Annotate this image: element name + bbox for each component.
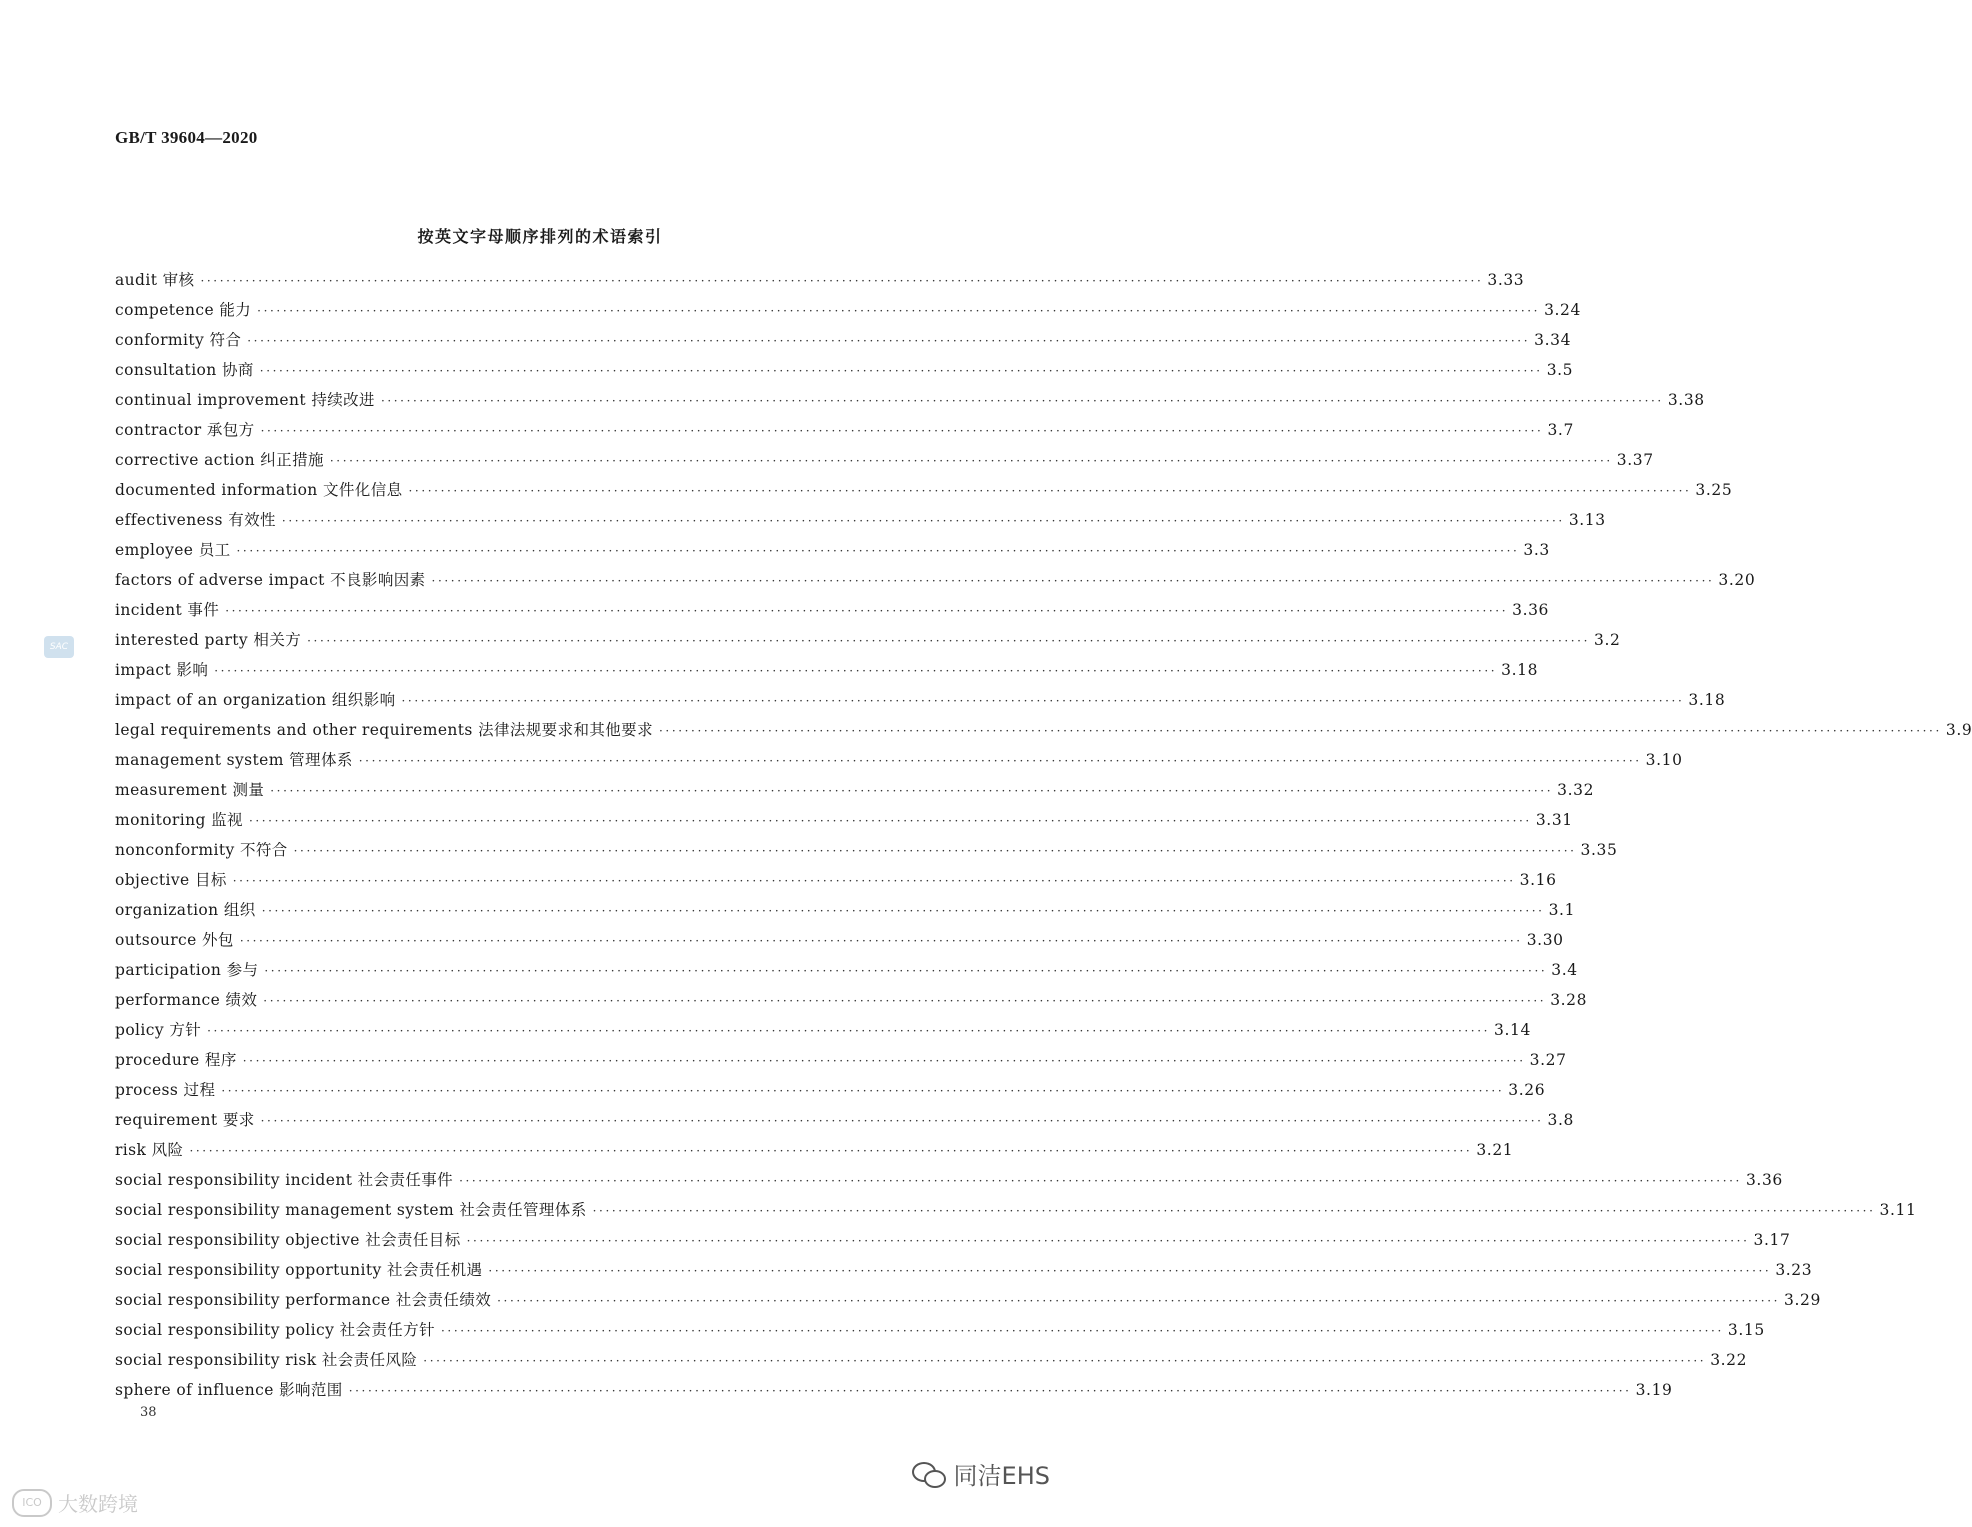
index-term: factors of adverse impact 不良影响因素: [115, 571, 426, 589]
index-term: conformity 符合: [115, 331, 242, 349]
index-term: performance 绩效: [115, 991, 258, 1009]
clause-reference: 3.18: [1688, 691, 1726, 709]
clause-reference: 3.34: [1534, 331, 1572, 349]
index-entry: [115, 475, 1733, 505]
index-entry: [115, 385, 1705, 415]
dot-leader: ········································································································································································································: [358, 754, 1642, 768]
index-entry: [115, 1315, 1765, 1345]
index-term: process 过程: [115, 1081, 216, 1099]
clause-reference: 3.3: [1523, 541, 1550, 559]
clause-reference: 3.9: [1945, 721, 1972, 739]
index-term: social responsibility objective 社会责任目标: [115, 1231, 461, 1249]
index-term: legal requirements and other requirements 法律法规要求和其他要求: [115, 721, 653, 739]
index-term: social responsibility opportunity 社会责任机遇: [115, 1261, 483, 1279]
dot-leader: ········································································································································································································: [260, 424, 1544, 438]
clause-reference: 3.28: [1550, 991, 1588, 1009]
index-entry: [115, 1375, 1673, 1405]
index-term: participation 参与: [115, 961, 259, 979]
clause-reference: 3.8: [1547, 1111, 1574, 1129]
sac-side-mark: SAC: [44, 636, 74, 658]
clause-reference: 3.11: [1879, 1201, 1917, 1219]
index-entry: [115, 1255, 1813, 1285]
dot-leader: ········································································································································································································: [239, 934, 1523, 948]
dot-leader: ········································································································································································································: [307, 634, 1591, 648]
dot-leader: ········································································································································································································: [236, 544, 1520, 558]
index-entry: [115, 1165, 1783, 1195]
index-term: consultation 协商: [115, 361, 254, 379]
clause-reference: 3.14: [1494, 1021, 1531, 1039]
index-entry: [115, 1105, 1574, 1135]
dot-leader: ········································································································································································································: [401, 694, 1685, 708]
index-term: social responsibility policy 社会责任方针: [115, 1321, 435, 1339]
dot-leader: ········································································································································································································: [466, 1234, 1750, 1248]
dot-leader: ········································································································································································································: [329, 454, 1613, 468]
index-term: social responsibility incident 社会责任事件: [115, 1171, 454, 1189]
dot-leader: ········································································································································································································: [658, 724, 1942, 738]
index-term: measurement 测量: [115, 781, 265, 799]
clause-reference: 3.20: [1718, 571, 1756, 589]
clause-reference: 3.23: [1775, 1261, 1813, 1279]
clause-reference: 3.29: [1784, 1291, 1821, 1309]
dot-leader: ········································································································································································································: [408, 484, 1692, 498]
clause-reference: 3.38: [1667, 391, 1705, 409]
index-term: procedure 程序: [115, 1051, 237, 1069]
index-term: competence 能力: [115, 301, 252, 319]
index-term: corrective action 纠正措施: [115, 451, 324, 469]
index-term: social responsibility performance 社会责任绩效: [115, 1291, 492, 1309]
clause-reference: 3.5: [1546, 361, 1574, 379]
dot-leader: ········································································································································································································: [497, 1294, 1781, 1308]
index-term: risk 风险: [115, 1141, 184, 1159]
clause-reference: 3.18: [1501, 661, 1539, 679]
clause-reference: 3.24: [1544, 301, 1581, 319]
index-entry: [115, 355, 1574, 385]
dot-leader: ········································································································································································································: [423, 1354, 1707, 1368]
index-entry: [115, 1075, 1546, 1105]
standard-code: GB/T 39604—2020: [115, 128, 258, 147]
index-entry: [115, 415, 1574, 445]
index-entry: [115, 505, 1606, 535]
index-entry: [115, 775, 1595, 805]
clause-reference: 3.1: [1548, 901, 1576, 919]
dot-leader: ········································································································································································································: [207, 1024, 1491, 1038]
clause-reference: 3.22: [1710, 1351, 1748, 1369]
dot-leader: ········································································································································································································: [247, 334, 1531, 348]
dot-leader: ········································································································································································································: [242, 1054, 1526, 1068]
dot-leader: ········································································································································································································: [293, 844, 1577, 858]
index-entry: [115, 595, 1550, 625]
dot-leader: ········································································································································································································: [200, 274, 1484, 288]
index-entry: [115, 985, 1588, 1015]
dot-leader: ········································································································································································································: [261, 904, 1545, 918]
index-entry: [115, 265, 1525, 295]
page-number: 38: [140, 1405, 157, 1420]
index-entry: [115, 865, 1557, 895]
index-term: contractor 承包方: [115, 421, 255, 439]
clause-reference: 3.4: [1551, 961, 1578, 979]
index-term: impact 影响: [115, 661, 209, 679]
index-entry: [115, 955, 1578, 985]
index-term: policy 方针: [115, 1021, 202, 1039]
index-entry: [115, 1015, 1531, 1045]
index-entry: [115, 1045, 1567, 1075]
wechat-icon: [912, 1460, 946, 1488]
clause-reference: 3.13: [1568, 511, 1606, 529]
clause-reference: 3.25: [1695, 481, 1733, 499]
dot-leader: ········································································································································································································: [592, 1204, 1876, 1218]
dot-leader: ········································································································································································································: [257, 304, 1541, 318]
index-term: employee 员工: [115, 541, 231, 559]
index-entry: [115, 1345, 1748, 1375]
dot-leader: ········································································································································································································: [380, 394, 1664, 408]
watermark-left: [12, 1488, 138, 1517]
dot-leader: ········································································································································································································: [248, 814, 1532, 828]
index-entry: [115, 925, 1564, 955]
watermark-logo-icon: ICO: [12, 1489, 52, 1517]
index-term: sphere of influence 影响范围: [115, 1381, 343, 1399]
index-term: nonconformity 不符合: [115, 841, 288, 859]
clause-reference: 3.36: [1512, 601, 1550, 619]
index-term: continual improvement 持续改进: [115, 391, 375, 409]
index-entry: [115, 325, 1572, 355]
clause-reference: 3.35: [1580, 841, 1618, 859]
index-entry: [115, 1225, 1791, 1255]
index-term: requirement 要求: [115, 1111, 255, 1129]
clause-reference: 3.31: [1535, 811, 1573, 829]
dot-leader: ········································································································································································································: [431, 574, 1715, 588]
index-entry: [115, 535, 1550, 565]
index-entry: [115, 835, 1618, 865]
index-entry: [115, 625, 1621, 655]
dot-leader: ········································································································································································································: [270, 784, 1554, 798]
index-entry: [115, 805, 1573, 835]
index-term: social responsibility management system 社会责任管理体系: [115, 1201, 587, 1219]
index-entry: [115, 895, 1576, 925]
dot-leader: ········································································································································································································: [263, 994, 1547, 1008]
dot-leader: ········································································································································································································: [221, 1084, 1505, 1098]
index-entry: [115, 685, 1726, 715]
index-term: objective 目标: [115, 871, 227, 889]
dot-leader: ········································································································································································································: [281, 514, 1565, 528]
index-term: management system 管理体系: [115, 751, 353, 769]
index-term: impact of an organization 组织影响: [115, 691, 396, 709]
clause-reference: 3.26: [1508, 1081, 1546, 1099]
clause-reference: 3.2: [1594, 631, 1621, 649]
clause-reference: 3.19: [1635, 1381, 1673, 1399]
clause-reference: 3.27: [1529, 1051, 1567, 1069]
dot-leader: ········································································································································································································: [225, 604, 1509, 618]
index-entry: [115, 1285, 1821, 1315]
index-term: interested party 相关方: [115, 631, 302, 649]
dot-leader: ········································································································································································································: [214, 664, 1498, 678]
index-term: audit 审核: [115, 271, 195, 289]
index-entry: [115, 1135, 1514, 1165]
dot-leader: ········································································································································································································: [232, 874, 1516, 888]
dot-leader: ········································································································································································································: [259, 364, 1543, 378]
clause-reference: 3.21: [1476, 1141, 1514, 1159]
clause-reference: 3.17: [1753, 1231, 1791, 1249]
index-entry: [115, 565, 1756, 595]
index-entry: [115, 1195, 1917, 1225]
clause-reference: 3.7: [1547, 421, 1574, 439]
clause-reference: 3.36: [1745, 1171, 1783, 1189]
index-term: effectiveness 有效性: [115, 511, 276, 529]
dot-leader: ········································································································································································································: [189, 1144, 1473, 1158]
index-term: social responsibility risk 社会责任风险: [115, 1351, 418, 1369]
index-entry: [115, 655, 1539, 685]
clause-reference: 3.30: [1526, 931, 1564, 949]
index-entry: [115, 745, 1683, 775]
index-term: monitoring 监视: [115, 811, 243, 829]
term-index-list: [115, 265, 1972, 1405]
clause-reference: 3.16: [1519, 871, 1557, 889]
dot-leader: ········································································································································································································: [264, 964, 1548, 978]
index-term: organization 组织: [115, 901, 256, 919]
index-term: outsource 外包: [115, 931, 234, 949]
clause-reference: 3.37: [1616, 451, 1654, 469]
dot-leader: ········································································································································································································: [488, 1264, 1772, 1278]
dot-leader: ········································································································································································································: [440, 1324, 1724, 1338]
index-entry: [115, 445, 1654, 475]
dot-leader: ········································································································································································································: [348, 1384, 1632, 1398]
watermark-right: [912, 1456, 1050, 1491]
dot-leader: ········································································································································································································: [260, 1114, 1544, 1128]
clause-reference: 3.32: [1557, 781, 1595, 799]
index-term: incident 事件: [115, 601, 220, 619]
clause-reference: 3.10: [1645, 751, 1683, 769]
clause-reference: 3.15: [1727, 1321, 1765, 1339]
dot-leader: ········································································································································································································: [459, 1174, 1742, 1188]
index-entry: [115, 715, 1972, 745]
clause-reference: 3.33: [1487, 271, 1525, 289]
index-term: documented information 文件化信息: [115, 481, 403, 499]
watermark-left-text: 大数跨境: [58, 1492, 138, 1516]
index-title: 按英文字母顺序排列的术语索引: [417, 227, 663, 246]
watermark-right-text: 同洁EHS: [953, 1462, 1050, 1490]
index-entry: [115, 295, 1581, 325]
